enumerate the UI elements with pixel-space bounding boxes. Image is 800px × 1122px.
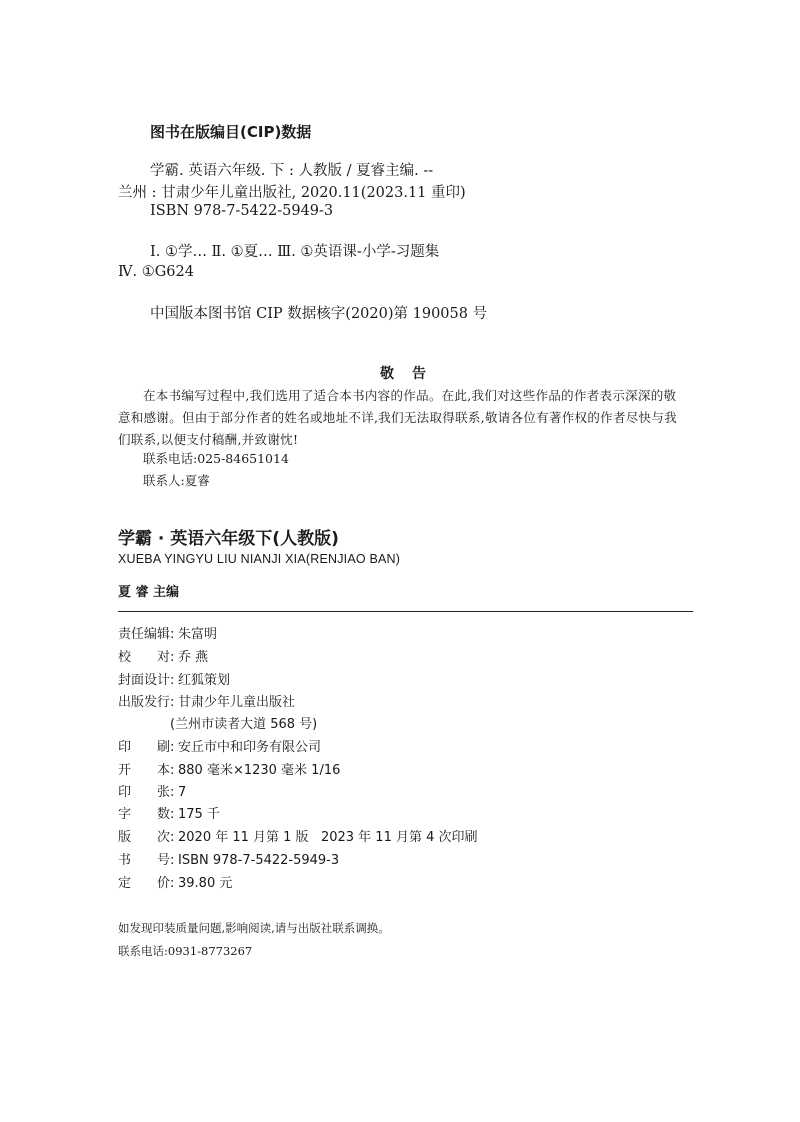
info-label: 校对 — [118, 650, 170, 665]
footer-phone: 联系电话:0931-8773267 — [118, 944, 253, 958]
info-value: ISBN 978-7-5422-5949-3 — [178, 853, 340, 868]
cip-line-2: 兰州 : 甘肃少年儿童出版社, 2020.11(2023.11 重印) — [118, 185, 466, 201]
info-label: 印张 — [118, 785, 170, 800]
info-label: 字数 — [118, 807, 170, 822]
notice-title: 敬告 — [380, 366, 444, 382]
info-row-format: 开本: 880 毫米×1230 毫米 1/16 — [118, 759, 340, 778]
info-row-editor: 责任编辑: 朱富明 — [118, 623, 217, 642]
info-value: 39.80 元 — [178, 876, 233, 891]
info-label: 开本 — [118, 763, 170, 778]
info-value: 880 毫米×1230 毫米 1/16 — [178, 763, 341, 778]
info-value: 甘肃少年儿童出版社 — [178, 695, 296, 710]
info-row-price: 定价: 39.80 元 — [118, 872, 232, 891]
info-value: 7 — [178, 785, 187, 800]
footer-quality-notice: 如发现印装质量问题,影响阅读,请与出版社联系调换。 — [118, 921, 390, 935]
info-row-publisher: 出版发行: 甘肃少年儿童出版社 — [118, 691, 295, 710]
info-label: 出版发行 — [118, 695, 171, 710]
info-value: 乔 燕 — [178, 650, 209, 665]
cip-line-1: 学霸. 英语六年级. 下 : 人教版 / 夏睿主编. -- — [150, 163, 434, 179]
info-label: 封面设计 — [118, 673, 171, 688]
info-row-proofreader: 校对: 乔 燕 — [118, 646, 208, 665]
info-row-sheets: 印张: 7 — [118, 781, 186, 800]
info-row-word-count: 字数: 175 千 — [118, 803, 220, 822]
info-value: 朱富明 — [178, 627, 218, 642]
info-label: 定价 — [118, 876, 170, 891]
info-label: 印刷 — [118, 740, 170, 755]
notice-contact: 联系人:夏睿 — [143, 473, 210, 488]
cip-title: 图书在版编目(CIP)数据 — [150, 123, 312, 141]
info-label: 责任编辑 — [118, 627, 171, 642]
info-row-edition: 版次: 2020 年 11 月第 1 版 2023 年 11 月第 4 次印刷 — [118, 826, 478, 845]
info-label: 版次 — [118, 830, 170, 845]
book-title: 学霸 · 英语六年级下(人教版) — [118, 529, 339, 549]
info-publisher-address: (兰州市读者大道 568 号) — [170, 717, 318, 732]
book-pinyin: XUEBA YINGYU LIU NIANJI XIA(RENJIAO BAN) — [118, 552, 401, 566]
cip-classification: Ⅰ. ①学… Ⅱ. ①夏… Ⅲ. ①英语课-小学-习题集 — [150, 244, 440, 260]
cip-record-number: 中国版本图书馆 CIP 数据核字(2020)第 190058 号 — [150, 306, 488, 322]
cip-isbn: ISBN 978-7-5422-5949-3 — [150, 203, 334, 219]
book-editor: 夏 睿 主编 — [118, 585, 180, 600]
info-row-isbn: 书号: ISBN 978-7-5422-5949-3 — [118, 849, 339, 868]
info-value: 安丘市中和印务有限公司 — [178, 740, 322, 755]
cip-classification-2: Ⅳ. ①G624 — [118, 264, 194, 280]
info-label: 书号 — [118, 853, 170, 868]
divider — [118, 611, 693, 612]
notice-phone: 联系电话:025-84651014 — [143, 451, 289, 466]
info-value: 175 千 — [178, 807, 220, 822]
info-value: 2020 年 11 月第 1 版 2023 年 11 月第 4 次印刷 — [178, 830, 478, 845]
info-value: 红狐策划 — [178, 673, 231, 688]
notice-paragraph: 在本书编写过程中,我们选用了适合本书内容的作品。在此,我们对这些作品的作者表示深深的敬意和感谢。但由于部分作者的姓名或地址不详,我们无法取得联系,敬请各位有著作权的作者尽快与我们联系,以便支付稿酬,并致谢忱! — [118, 388, 677, 447]
info-row-printer: 印刷: 安丘市中和印务有限公司 — [118, 736, 321, 755]
info-row-cover-design: 封面设计: 红狐策划 — [118, 669, 230, 688]
